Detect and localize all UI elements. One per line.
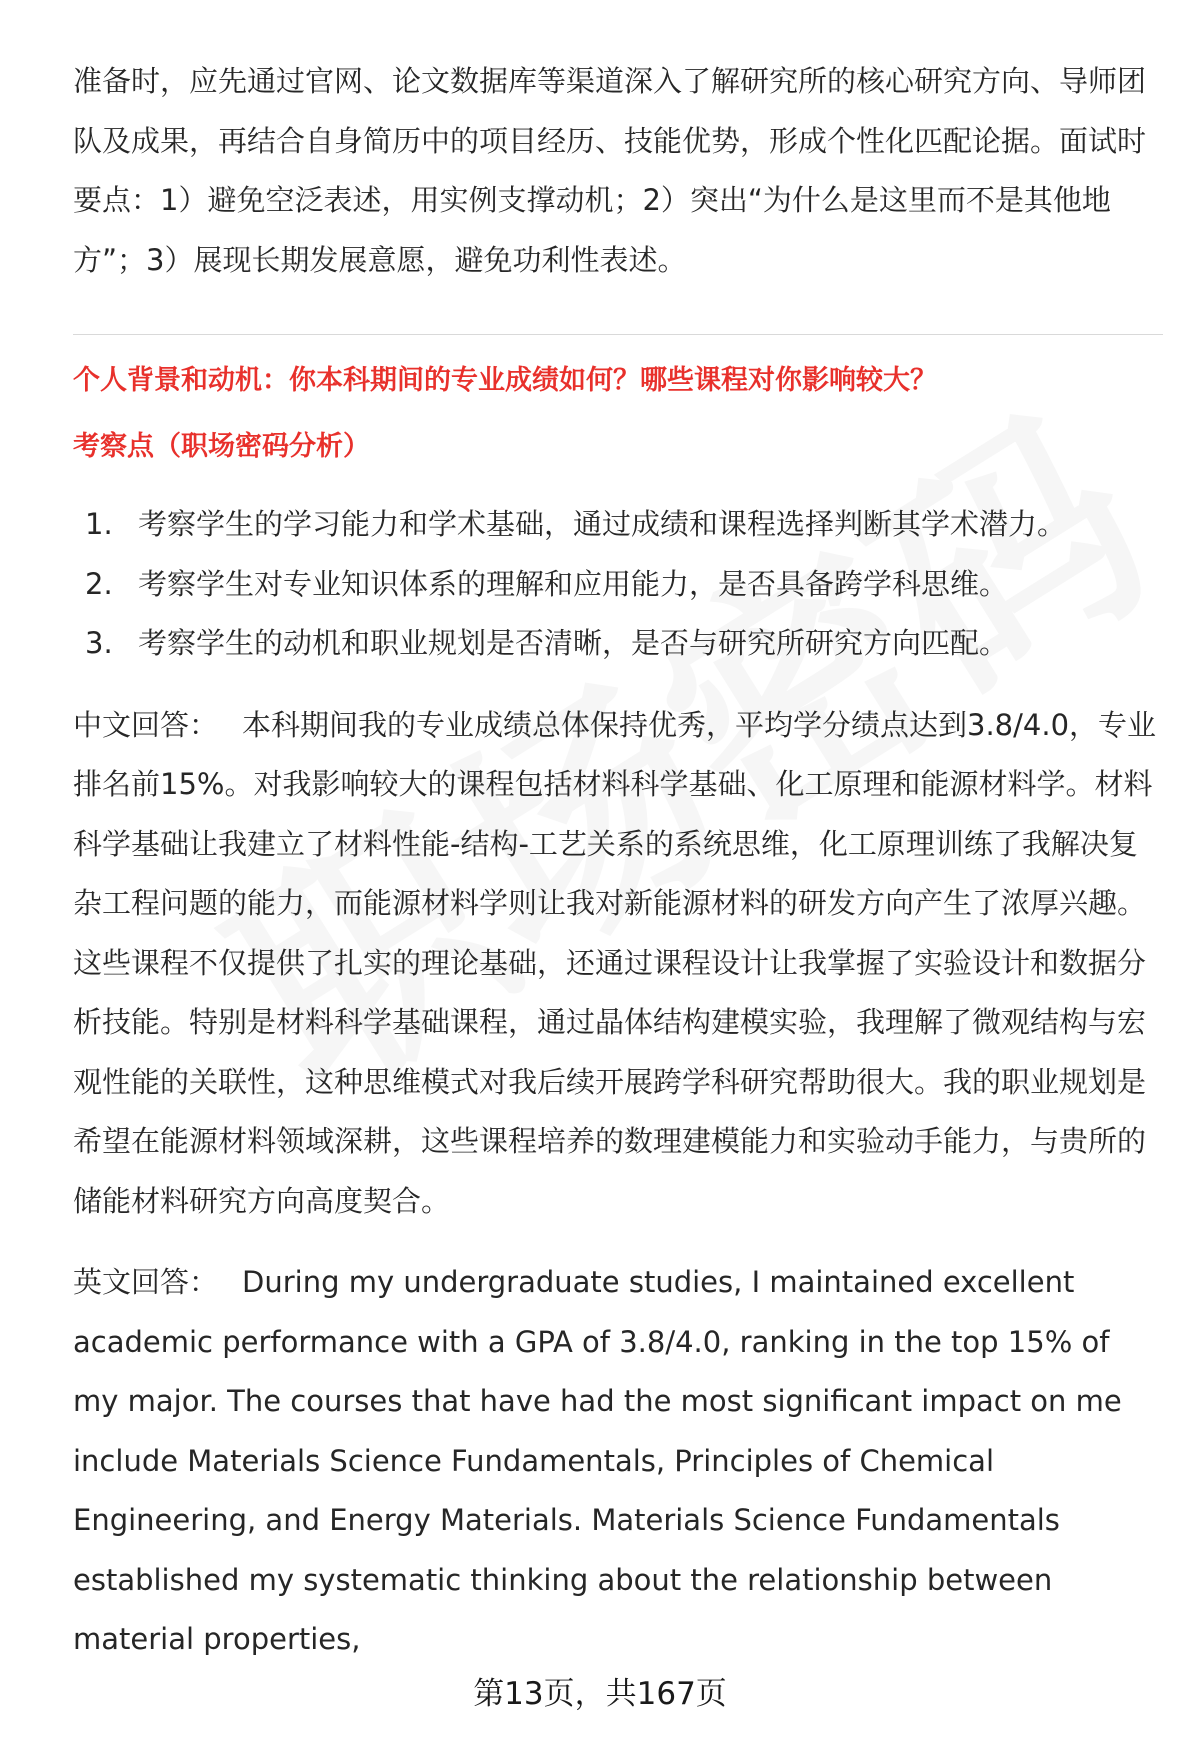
list-item-number: 2. bbox=[85, 566, 113, 601]
document-body bbox=[73, 52, 1163, 1670]
list-item-number: 3. bbox=[85, 626, 113, 660]
list-item-text: 考察学生的学习能力和学术基础，通过成绩和课程选择判断其学术潜力。 bbox=[138, 507, 1067, 541]
list-item-text: 考察学生的动机和职业规划是否清晰，是否与研究所研究方向匹配。 bbox=[138, 626, 1009, 660]
assessment-points-list bbox=[73, 495, 1163, 674]
english-answer bbox=[73, 1253, 1163, 1670]
list-item-text: 考察学生对专业知识体系的理解和应用能力，是否具备跨学科思维。 bbox=[138, 566, 1009, 601]
assessment-heading: 考察点（职场密码分析） bbox=[73, 431, 370, 462]
english-answer-label: 英文回答： bbox=[73, 1265, 219, 1299]
list-item bbox=[73, 555, 1163, 615]
list-item bbox=[73, 495, 1163, 555]
section-divider bbox=[73, 334, 1163, 335]
page-number: 第13页，共167页 bbox=[473, 1676, 727, 1712]
chinese-answer-label: 中文回答： bbox=[73, 707, 219, 742]
list-item bbox=[73, 614, 1163, 674]
intro-paragraph: 准备时，应先通过官网、论文数据库等渠道深入了解研究所的核心研究方向、导师团队及成果，再结合自身简历中的项目经历、技能优势，形成个性化匹配论据。面试时要点：1）避免空泛表述，用实例支撑动机；2）突出“为什么是这里而不是其他地方”；3）展现长期发展意愿，避免功利性表述。 bbox=[73, 64, 1147, 277]
chinese-answer-text: 本科期间我的专业成绩总体保持优秀，平均学分绩点达到3.8/4.0，专业排名前15%。对我影响较大的课程包括材料科学基础、化工原理和能源材料学。材料科学基础让我建立了材料性能-结构-工艺关系的系统思维，化工原理训练了我解决复杂工程问题的能力，而能源材料学则让我对新能源材料的研发方向产生了浓厚兴趣。这些课程不仅提供了扎实的理论基础，还通过课程设计让我掌握了实验设计和数据分析技能。特别是材料科学基础课程，通过晶体结构建模实验，我理解了微观结构与宏观性能的关联性，这种思维模式对我后续开展跨学科研究帮助很大。我的职业规划是希望在能源材料领域深耕，这些课程培养的数理建模能力和实验动手能力，与贵所的储能材料研究方向高度契合。 bbox=[73, 707, 1157, 1218]
list-item-number: 1. bbox=[85, 507, 113, 541]
english-answer-text: During my undergraduate studies, I maintained excellent academic performance with a GPA of 3.8/4.0, ranking in the top 15% of my major. The courses that have had the most significant impact on me include Materials Science Fundamentals, Principles of Chemical Engineering, and Energy Materials. Materials Science Fundamentals established my systematic thinking about the relationship between material properties, bbox=[73, 1265, 1122, 1656]
chinese-answer bbox=[73, 696, 1163, 1232]
question-title: 个人背景和动机：你本科期间的专业成绩如何？哪些课程对你影响较大？ bbox=[73, 365, 937, 396]
